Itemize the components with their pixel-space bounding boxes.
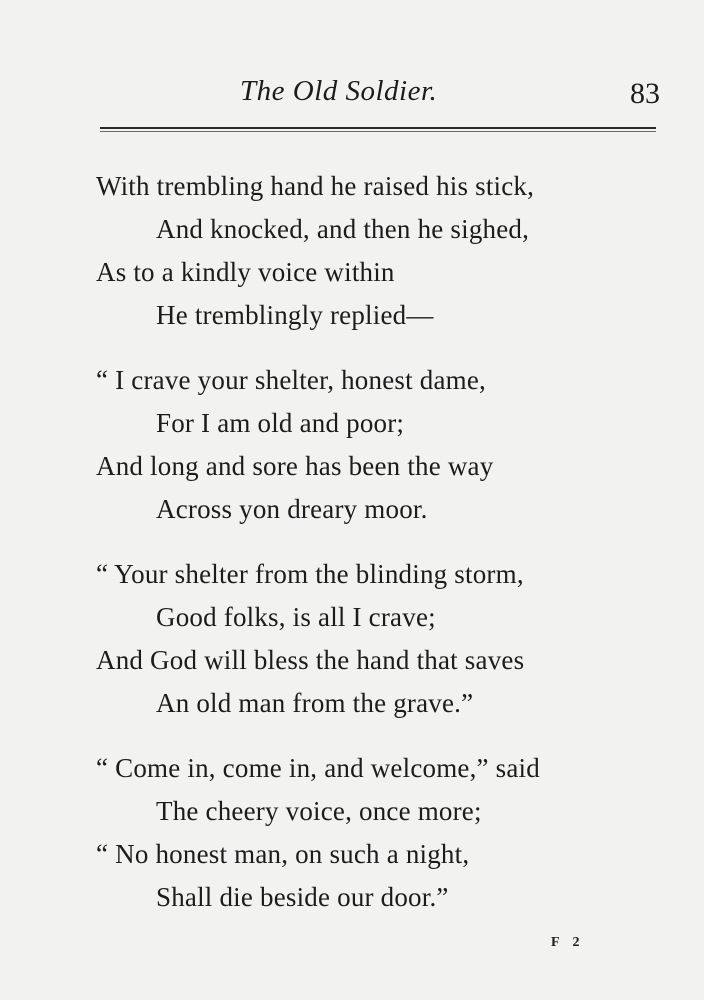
page-title: The Old Soldier. <box>240 75 438 107</box>
stanza-2 <box>96 359 676 531</box>
poem-line: “ No honest man, on such a night, <box>96 839 470 869</box>
header-rule <box>100 127 656 129</box>
poem-line: An old man from the grave.” <box>156 688 474 718</box>
poem-line: “ I crave your shelter, honest dame, <box>96 365 486 395</box>
poem-line: And God will bless the hand that saves <box>96 645 525 675</box>
poem-body <box>96 165 676 941</box>
poem-line: Shall die beside our door.” <box>156 882 449 912</box>
poem-line: “ Come in, come in, and welcome,” said <box>96 753 540 783</box>
poem-line: For I am old and poor; <box>156 408 405 438</box>
page-number: 83 <box>630 77 660 110</box>
stanza-4 <box>96 747 676 919</box>
poem-line: And long and sore has been the way <box>96 451 494 481</box>
poem-line: “ Your shelter from the blinding storm, <box>96 559 524 589</box>
poem-line: He tremblingly replied— <box>156 300 434 330</box>
poem-line: With trembling hand he raised his stick, <box>96 171 535 201</box>
poem-line: And knocked, and then he sighed, <box>156 214 530 244</box>
stanza-3 <box>96 553 676 725</box>
running-head <box>100 75 660 119</box>
signature-mark: F 2 <box>551 935 585 950</box>
poem-line: Good folks, is all I crave; <box>156 602 436 632</box>
stanza-1 <box>96 165 676 337</box>
poem-line: The cheery voice, once more; <box>156 796 482 826</box>
header-rule-secondary <box>100 131 656 132</box>
poem-line: Across yon dreary moor. <box>156 494 428 524</box>
poem-line: As to a kindly voice within <box>96 257 395 287</box>
